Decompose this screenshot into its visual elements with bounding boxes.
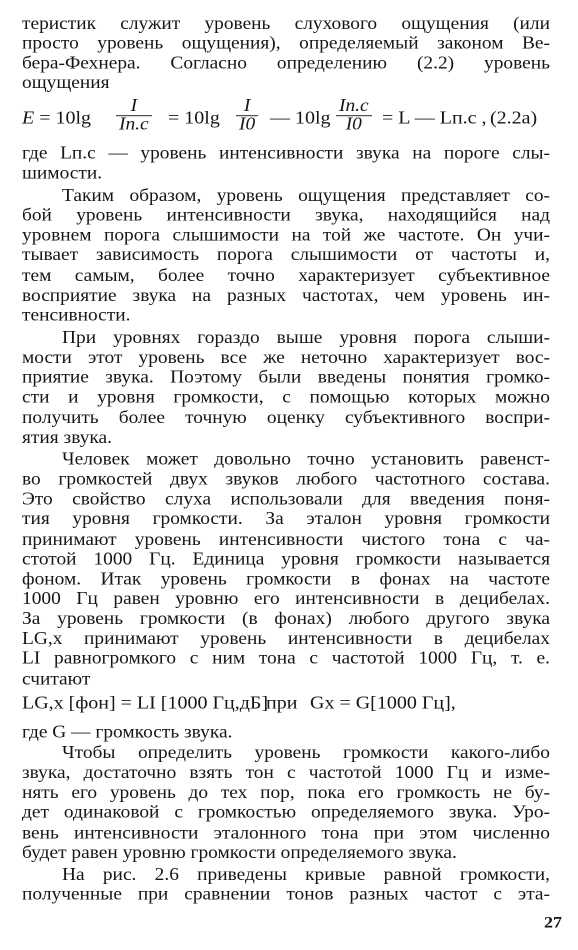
text-line: Таким образом, уровень ощущения представляет со- — [62, 186, 550, 206]
text-line: 1000 Гц равен уровню его интенсивности в децибелах. — [22, 589, 550, 609]
formula-log: 10lg — [184, 108, 220, 128]
formula-loudness — [22, 693, 552, 720]
text-line: во громкостей двух звуков любого частотного состава. — [22, 470, 550, 490]
text-line: бой уровень интенсивности звука, находящийся над — [22, 206, 550, 226]
text-line: За уровень громкости (в фонах) любого другого звука — [22, 609, 550, 629]
formula-rhs: = L — Lп.с , — [382, 108, 487, 128]
text-line: Это свойство слуха использовали для введения поня- — [22, 490, 550, 510]
text-line: Чтобы определить уровень громкости какого-либо — [62, 743, 550, 763]
text-line: При уровнях гораздо выше уровня порога слыши- — [62, 328, 550, 348]
text-line: ятия звука. — [22, 428, 112, 448]
paragraph-4 — [22, 329, 550, 449]
text-line: полученные при сравнении тонов разных частот с эта- — [22, 885, 550, 905]
formula-operator: = — [168, 108, 180, 128]
text-line: тывает зависимость порога слышимости от частоты и, — [22, 246, 550, 266]
text-line: восприятие звука на разных частотах, чем уровень ин- — [22, 286, 550, 306]
formula-fraction: I Iп.с — [116, 97, 152, 134]
formula-lhs: LG,x [фон] = LI [1000 Гц,дБ] — [22, 693, 269, 714]
text-line: LG,x принимают уровень интенсивности в децибелах — [22, 629, 550, 649]
text-line: фоном. Итак уровень громкости в фонах на частоте — [22, 569, 550, 589]
paragraph-8 — [22, 865, 550, 905]
text-line: получить более точную оценку субъективного воспри- — [22, 408, 550, 428]
text-line: На рис. 2.6 приведены кривые равной громкости, — [62, 865, 550, 885]
formula-condition: при — [266, 693, 298, 714]
formula-operator: = — [39, 108, 51, 128]
text-line: тенсивности. — [22, 306, 131, 325]
formula-fraction: $\frac{I}{I0}$ — [236, 97, 258, 134]
paragraph-3 — [22, 186, 550, 326]
text-line: тем самым, более точно характеризует субъективное — [22, 266, 550, 286]
text-line: нять его уровень до тех пор, пока его громкость не бу- — [22, 783, 550, 803]
formula-fraction: Iп.с I0 — [336, 97, 372, 134]
paragraph-1 — [22, 14, 550, 94]
paragraph-5 — [22, 450, 550, 689]
text-line: тия уровня громкости. За эталон уровня громкости — [22, 510, 550, 529]
text-line: вень интенсивности эталонного тона при этом численно — [22, 823, 550, 843]
formula-rhs: Gx = G[1000 Гц], — [310, 693, 456, 714]
text-line: стотой 1000 Гц. Единица уровня громкости называется — [22, 549, 550, 569]
formula-log: 10lg — [55, 108, 92, 128]
text-line: звука, достаточно взять тон с частотой 1000 Гц и изме- — [22, 763, 550, 783]
formula-log: 10lg — [295, 108, 331, 128]
formula-symbol: E — [22, 108, 35, 128]
text-line: сти и уровня громкости, с помощью которых можно — [22, 388, 550, 408]
text-line: мости этот уровень все же неточно характеризует вос- — [22, 348, 550, 368]
formula-2-2a — [22, 96, 552, 139]
text-line: ощущения — [22, 74, 110, 94]
paragraph-2 — [22, 144, 550, 184]
text-line: LI равногромкого с ним тона с частотой 1000 Гц, т. е. — [22, 649, 550, 669]
text-line: где G — громкость звука. — [22, 723, 233, 743]
text-line: теристик служит уровень слухового ощущения (или — [22, 14, 550, 34]
text-line: дет одинаковой с громкостью определяемого звука. Уро- — [22, 803, 550, 823]
text-line: принимают уровень интенсивности чистого тона с ча- — [22, 530, 550, 549]
paragraph-7 — [22, 744, 550, 864]
paragraph-6 — [22, 723, 550, 743]
text-line: будет равен уровню громкости определяемого звука. — [22, 843, 457, 863]
text-line: Человек может довольно точно установить равенст- — [62, 450, 550, 470]
formula-number: (2.2а) — [490, 108, 538, 128]
page-number: 27 — [544, 912, 562, 931]
text-line: где Lп.с — уровень интенсивности звука на пороге слы- — [22, 144, 550, 163]
text-line: уровнем порога слышимости на той же частоте. Он учи- — [22, 226, 550, 246]
text-line: просто уровень ощущения), определяемый законом Ве- — [22, 34, 550, 54]
text-line: бера-Фехнера. Согласно определению (2.2) уровень — [22, 54, 550, 74]
formula-operator: — — [270, 108, 290, 128]
text-line: шимости. — [22, 164, 103, 183]
text-line: приятие звука. Поэтому были введены понятия громко- — [22, 368, 550, 388]
text-line: считают — [22, 669, 91, 689]
